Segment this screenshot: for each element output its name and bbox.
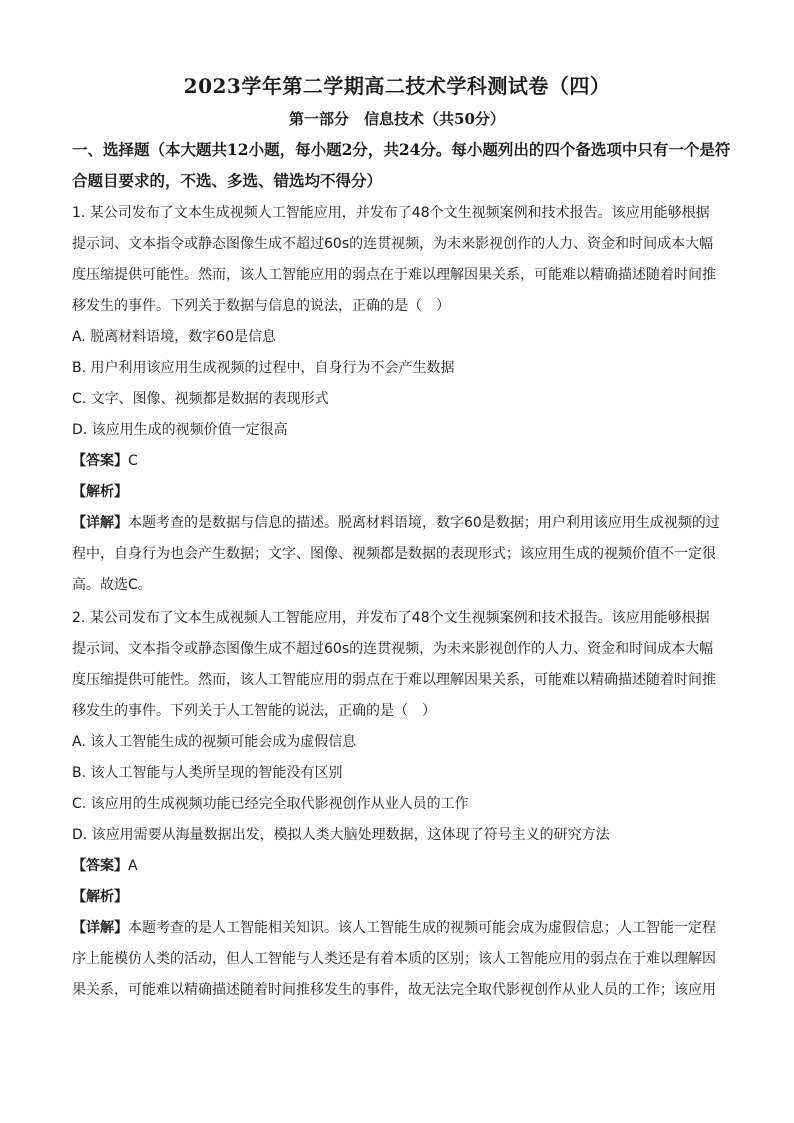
q2-option-d: D. 该应用需要从海量数据出发，模拟人类大脑处理数据，这体现了符号主义的研究方法 bbox=[72, 827, 610, 843]
answer-tag: 【答案】 bbox=[72, 453, 128, 469]
answer-tag: 【答案】 bbox=[72, 858, 128, 874]
section-heading: 一、选择题（本大题共12小题，每小题2分，共24分。每小题列出的四个备选项中只有一个是符合题目要求的，不选、多选、错选均不得分） bbox=[72, 140, 731, 190]
q1-option-d: D. 该应用生成的视频价值一定很高 bbox=[72, 422, 288, 438]
q1-answer bbox=[72, 450, 138, 470]
q1-detail bbox=[72, 508, 722, 601]
q1-option-b: B. 用户利用该应用生成视频的过程中，自身行为不会产生数据 bbox=[72, 360, 455, 376]
part-subtitle: 第一部分 信息技术（共50分） bbox=[289, 110, 505, 128]
q2-option-c: C. 该应用的生成视频功能已经完全取代影视创作从业人员的工作 bbox=[72, 796, 469, 812]
detail-text: 本题考查的是数据与信息的描述。脱离材料语境，数字60是数据；用户利用该应用生成视频的过程中，自身行为也会产生数据；文字、图像、视频都是数据的表现形式；该应用生成的视频价值不一定很高。故选C。 bbox=[72, 515, 720, 593]
detail-tag: 【详解】 bbox=[72, 515, 128, 531]
answer-value: A bbox=[128, 858, 138, 874]
page-title: 2023学年第二学期高二技术学科测试卷（四） bbox=[183, 74, 611, 98]
q1-option-a: A. 脱离材料语境，数字60是信息 bbox=[72, 329, 277, 345]
q2-analysis-tag: 【解析】 bbox=[72, 889, 128, 905]
q2-option-b: B. 该人工智能与人类所呈现的智能没有区别 bbox=[72, 765, 343, 781]
detail-text: 本题考查的是人工智能相关知识。该人工智能生成的视频可能会成为虚假信息；人工智能一定程序上能模仿人类的活动，但人工智能与人类还是有着本质的区别；该人工智能应用的弱点在于难以理解因果关系，可能难以精确描述随着时间推移发生的事件，故无法完全取代影视创作从业人员的工作；该应用 bbox=[72, 920, 716, 998]
answer-value: C bbox=[128, 453, 138, 469]
detail-tag: 【详解】 bbox=[72, 920, 128, 936]
q2-option-a: A. 该人工智能生成的视频可能会成为虚假信息 bbox=[72, 734, 357, 750]
question-1-stem: 1. 某公司发布了文本生成视频人工智能应用，并发布了48个文生视频案例和技术报告。该应用能够根据提示词、文本指令或静态图像生成不超过60s的连贯视频，为未来影视创作的人力、资金和时间成本大幅度压缩提供可能性。然而，该人工智能应用的弱点在于难以理解因果关系，可能难以精确描述随着时间推移发生的事件。下列关于数据与信息的说法，正确的是（ ） bbox=[72, 205, 716, 314]
q2-answer bbox=[72, 855, 138, 875]
q2-detail bbox=[72, 913, 722, 1006]
q1-analysis-tag: 【解析】 bbox=[72, 484, 128, 500]
q1-option-c: C. 文字、图像、视频都是数据的表现形式 bbox=[72, 391, 329, 407]
question-2-stem: 2. 某公司发布了文本生成视频人工智能应用，并发布了48个文生视频案例和技术报告。该应用能够根据提示词、文本指令或静态图像生成不超过60s的连贯视频，为未来影视创作的人力、资金和时间成本大幅度压缩提供可能性。然而，该人工智能应用的弱点在于难以理解因果关系，可能难以精确描述随着时间推移发生的事件。下列关于人工智能的说法，正确的是（ ） bbox=[72, 610, 716, 719]
